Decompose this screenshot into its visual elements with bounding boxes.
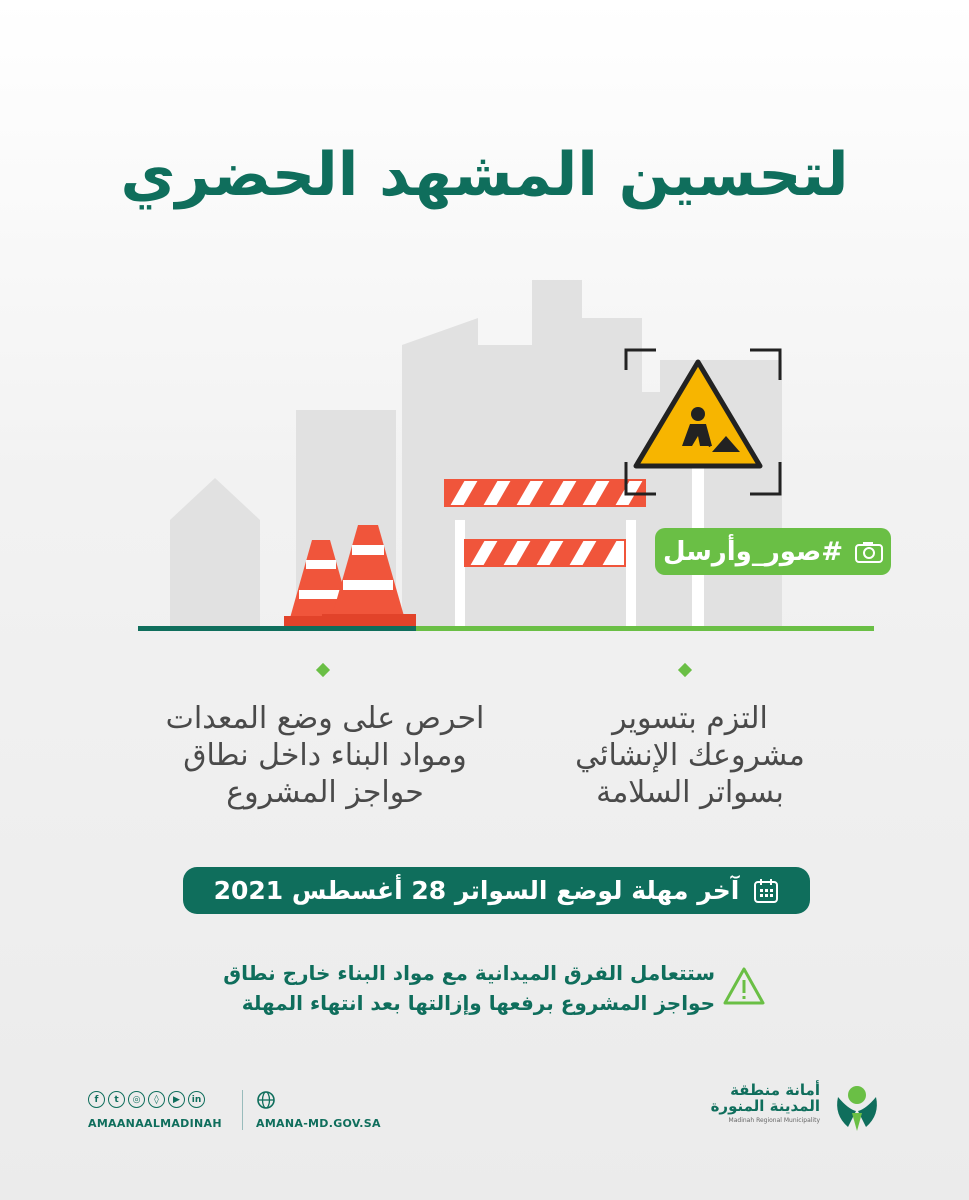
camera-icon [855, 541, 883, 563]
calendar-icon [753, 878, 779, 904]
municipality-logo-text [690, 1082, 820, 1124]
social-handle[interactable]: AMAANAALMADINAH [88, 1117, 222, 1130]
warning-icon [722, 966, 766, 1006]
bullet-marker [678, 663, 692, 677]
logo-ar-line1: أمانة منطقة [730, 1081, 820, 1099]
snapchat-icon[interactable]: ◊ [148, 1091, 165, 1108]
point-line: ومواد البناء داخل نطاق [183, 738, 467, 773]
twitter-icon[interactable]: t [108, 1091, 125, 1108]
hashtag-text: #صور_وأرسل [663, 536, 843, 567]
youtube-icon[interactable]: ▶ [168, 1091, 185, 1108]
municipality-logo-icon [828, 1075, 886, 1133]
warning-notice [200, 958, 715, 1018]
page-title: لتحسين المشهد الحضري [120, 140, 849, 210]
point-line: مشروعك الإنشائي [575, 738, 805, 773]
logo-ar-line2: المدينة المنورة [710, 1097, 820, 1115]
ground-line-green [416, 626, 874, 631]
point-line: التزم بتسوير [612, 701, 768, 736]
point-line: احرص على وضع المعدات [165, 701, 485, 736]
warning-line: حواجز المشروع برفعها وإزالتها بعد انتهاء المهلة [241, 991, 715, 1015]
website-link[interactable]: AMANA-MD.GOV.SA [256, 1117, 381, 1130]
ground-line-dark [138, 626, 416, 631]
footer-divider [242, 1090, 243, 1130]
globe-icon [256, 1090, 276, 1110]
point-fence-project [540, 700, 840, 811]
facebook-icon[interactable]: f [88, 1091, 105, 1108]
point-keep-equipment-inside [160, 700, 490, 811]
point-line: بسواتر السلامة [596, 775, 784, 810]
warning-line: ستتعامل الفرق الميدانية مع مواد البناء خارج نطاق [223, 961, 715, 985]
social-icons [88, 1091, 208, 1108]
instagram-icon[interactable]: ◎ [128, 1091, 145, 1108]
hashtag-badge [655, 528, 891, 575]
deadline-banner [183, 867, 810, 914]
deadline-text: آخر مهلة لوضع السواتر 28 أغسطس 2021 [213, 876, 740, 905]
linkedin-icon[interactable]: in [188, 1091, 205, 1108]
point-line: حواجز المشروع [226, 775, 424, 810]
logo-en: Madinah Regional Municipality [728, 1117, 820, 1124]
bullet-marker [316, 663, 330, 677]
